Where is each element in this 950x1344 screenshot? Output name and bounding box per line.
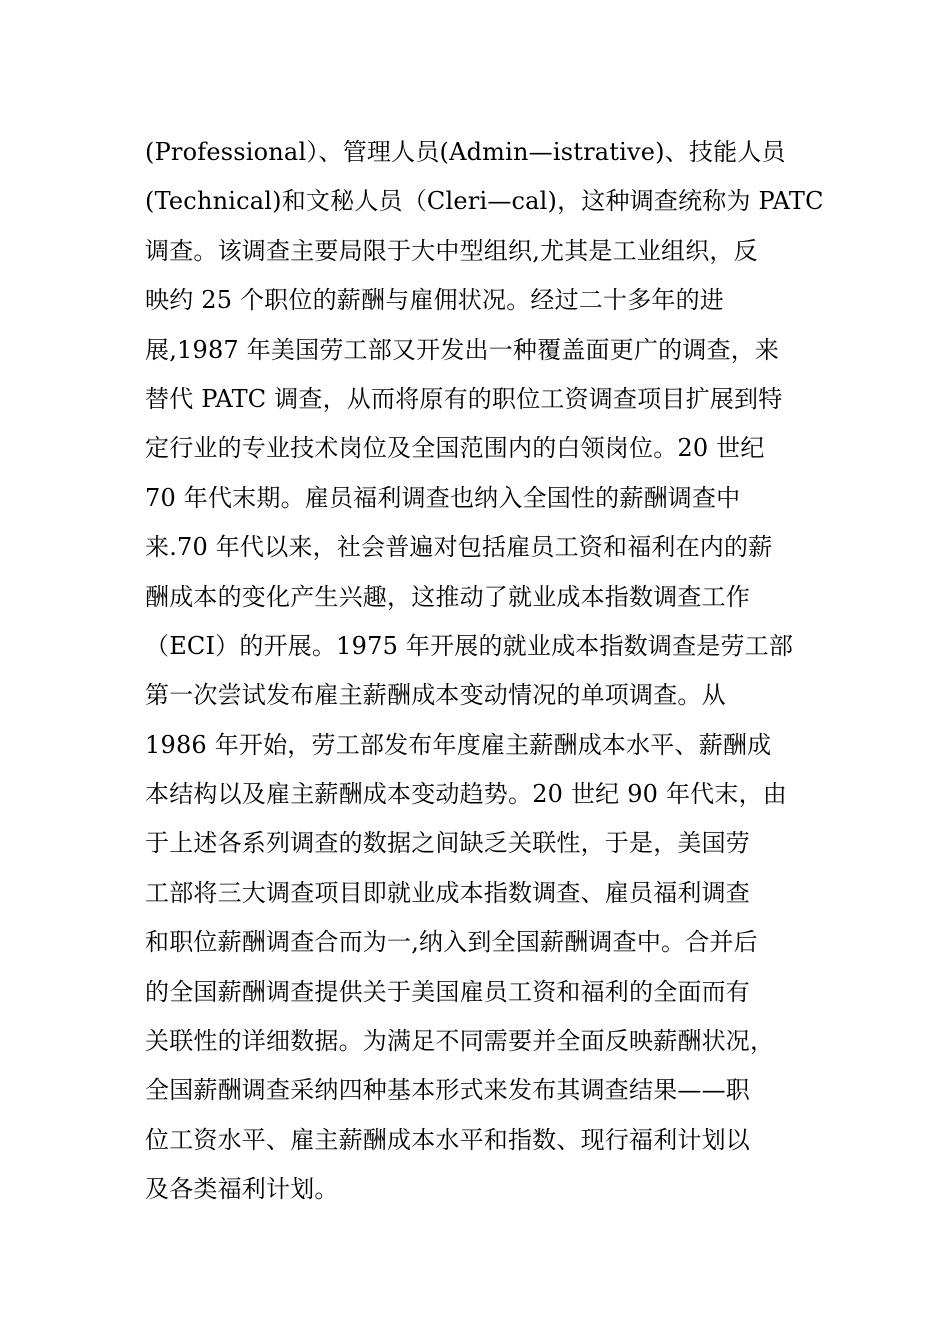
text-line: 全国薪酬调查采纳四种基本形式来发布其调查结果——职: [145, 1076, 750, 1105]
body-paragraph: [145, 128, 825, 1215]
text-line: (Technical)和文秘人员（Cleri—cal)，这种调查统称为 PATC: [145, 187, 824, 216]
text-line: 和职位薪酬调查合而为一,纳入到全国薪酬调查中。合并后: [145, 928, 758, 957]
text-line: 的全国薪酬调查提供关于美国雇员工资和福利的全面而有: [145, 977, 750, 1006]
text-line: (Professional）、管理人员(Admin—istrative)、技能人员: [145, 138, 786, 166]
text-line: 位工资水平、雇主薪酬成本水平和指数、现行福利计划以: [145, 1125, 750, 1154]
text-line: （ECI）的开展。1975 年开展的就业成本指数调查是劳工部: [145, 631, 794, 660]
text-line: 映约 25 个职位的薪酬与雇佣状况。经过二十多年的进: [145, 286, 724, 315]
text-line: 本结构以及雇主薪酬成本变动趋势。20 世纪 90 年代末，由: [145, 780, 787, 809]
text-line: 酬成本的变化产生兴趣，这推动了就业成本指数调查工作: [145, 582, 750, 611]
text-line: 关联性的详细数据。为满足不同需要并全面反映薪酬状况，: [145, 1027, 775, 1056]
text-line: 及各类福利计划。: [145, 1175, 339, 1204]
text-line: 于上述各系列调查的数据之间缺乏关联性，于是，美国劳: [145, 829, 750, 858]
text-line: 展,1987 年美国劳工部又开发出一种覆盖面更广的调查，来: [145, 335, 780, 364]
text-line: 工部将三大调查项目即就业成本指数调查、雇员福利调查: [145, 878, 750, 907]
text-line: 调查。该调查主要局限于大中型组织,尤其是工业组织，反: [145, 236, 758, 265]
text-line: 替代 PATC 调查，从而将原有的职位工资调查项目扩展到特: [145, 384, 783, 413]
text-line: 1986 年开始，劳工部发布年度雇主薪酬成本水平、薪酬成: [145, 730, 772, 759]
text-line: 来.70 年代以来，社会普遍对包括雇员工资和福利在内的薪: [145, 533, 773, 562]
text-line: 第一次尝试发布雇主薪酬成本变动情况的单项调查。从: [145, 681, 726, 710]
text-line: 定行业的专业技术岗位及全国范围内的白领岗位。20 世纪: [145, 434, 765, 463]
text-line: 70 年代末期。雇员福利调查也纳入全国性的薪酬调查中: [145, 483, 741, 512]
